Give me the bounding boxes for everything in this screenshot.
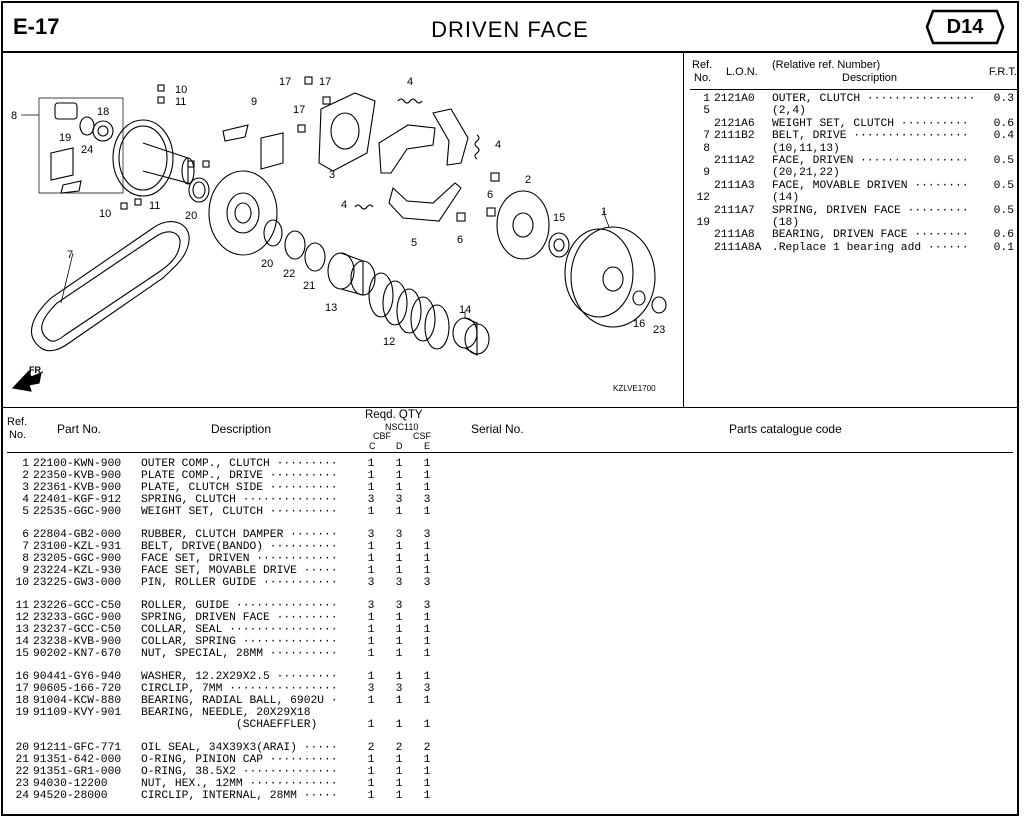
table-cell-c: 1 (367, 790, 375, 803)
ref-row-frt: 0.6 (993, 229, 1014, 242)
table-cell-part-no: 23233-GGC-900 (33, 612, 122, 625)
ref-row-no: 5 (703, 105, 710, 118)
table-cell-c: 1 (367, 695, 375, 708)
table-cell-e: 1 (423, 636, 431, 649)
callout-label: 16 (633, 318, 646, 330)
table-cell-d: 1 (395, 565, 403, 578)
table-cell-c: 1 (367, 636, 375, 649)
table-cell-c: 1 (367, 541, 375, 554)
table-cell-e: 1 (423, 671, 431, 683)
table-cell-c: 1 (367, 612, 375, 625)
table-cell-e: 1 (423, 612, 431, 625)
callout-label: 14 (459, 304, 472, 316)
table-cell-e: 1 (423, 482, 431, 495)
table-cell-d: 1 (395, 482, 403, 495)
table-cell-d: 1 (395, 636, 403, 649)
callout-label: 20 (185, 210, 198, 222)
callout-label: 6 (457, 234, 464, 246)
ref-row-desc: BEARING, DRIVEN FACE ········ (772, 229, 969, 242)
table-cell-c: 1 (367, 648, 375, 661)
ref-row-lon: 2111A8A (714, 241, 762, 254)
ref-header-ref: Ref. (692, 59, 713, 71)
table-cell-no: 18 (15, 695, 29, 708)
table-cell-desc: PLATE, CLUTCH SIDE ·········· (141, 482, 338, 495)
table-cell-c: 3 (367, 683, 375, 696)
table-cell-e: 1 (423, 766, 431, 779)
parts-header-c: C (369, 441, 376, 451)
ref-row-desc: OUTER, CLUTCH ················ (772, 93, 976, 105)
table-cell-d: 1 (395, 719, 403, 732)
table-cell-part-no: 94520-28000 (33, 790, 108, 803)
table-cell-part-no: 22100-KWN-900 (33, 458, 122, 470)
table-cell-d: 1 (395, 790, 403, 803)
ref-row-desc: SPRING, DRIVEN FACE ········· (772, 204, 969, 217)
table-cell-no: 22 (15, 766, 29, 779)
table-cell-no: 4 (22, 494, 29, 507)
table-cell-d: 1 (395, 612, 403, 625)
table-cell-part-no: 91004-KCW-880 (33, 695, 122, 708)
ref-row-desc: FACE, MOVABLE DRIVEN ········ (772, 179, 969, 192)
table-cell-c: 1 (367, 754, 375, 767)
table-cell-no: 19 (15, 707, 29, 720)
table-cell-e: 2 (423, 742, 431, 754)
parts-header-part-no: Part No. (57, 422, 102, 436)
ref-header-no: No. (694, 72, 712, 84)
ref-header-lon: L.O.N. (726, 66, 758, 78)
callout-label: 19 (59, 132, 72, 144)
callout-label: 17 (319, 76, 332, 88)
table-cell-desc: BEARING, NEEDLE, 20X29X18 (141, 707, 311, 720)
table-cell-e: 3 (423, 529, 431, 541)
ref-row-lon: 2121A6 (714, 117, 755, 130)
ref-row-frt: 0.1 (993, 241, 1014, 254)
ref-row-frt: 0.6 (993, 117, 1014, 130)
table-cell-desc: BEARING, RADIAL BALL, 6902U · (141, 695, 338, 708)
callout-label: 4 (495, 139, 502, 151)
table-cell-c: 2 (367, 742, 375, 754)
parts-catalogue-page (1, 1, 1019, 816)
parts-header-catalogue: Parts catalogue code (729, 422, 842, 436)
table-cell-part-no: 22804-GB2-000 (33, 529, 122, 541)
table-cell-no: 15 (15, 648, 29, 661)
table-cell-desc: RUBBER, CLUTCH DAMPER ······· (141, 529, 338, 541)
table-cell-c: 1 (367, 506, 375, 519)
table-cell-d: 1 (395, 754, 403, 767)
table-cell-e: 1 (423, 458, 431, 470)
table-cell-part-no: 91109-KVY-901 (33, 707, 122, 720)
parts-header-csf: CSF (413, 431, 431, 441)
table-cell-e: 1 (423, 648, 431, 661)
callout-label: 5 (411, 237, 418, 249)
callout-label: 15 (553, 212, 566, 224)
page-code-badge (925, 9, 1005, 45)
table-cell-e: 3 (423, 600, 431, 612)
table-cell-d: 1 (395, 624, 403, 637)
table-cell-d: 1 (395, 766, 403, 779)
ref-row-frt: 0.3 (993, 93, 1014, 105)
table-cell-desc: SPRING, DRIVEN FACE ········· (141, 612, 338, 625)
figure-code: KZLVE1700 (613, 384, 656, 393)
table-cell-desc: COLLAR, SPRING ·············· (141, 636, 338, 649)
table-cell-part-no: 90441-GY6-940 (33, 671, 122, 683)
callout-label: 10 (175, 84, 188, 96)
table-cell-desc: WASHER, 12.2X29X2.5 ········· (141, 671, 338, 683)
reference-panel (684, 53, 1019, 408)
exploded-view-illustration (3, 53, 682, 406)
ref-row-lon: 2111A7 (714, 204, 755, 217)
table-cell-c: 3 (367, 577, 375, 590)
table-cell-part-no: 90202-KN7-670 (33, 648, 122, 661)
table-cell-no: 21 (15, 754, 29, 767)
table-cell-no: 8 (22, 553, 29, 566)
table-cell-e: 1 (423, 506, 431, 519)
table-cell-e: 3 (423, 494, 431, 507)
table-cell-desc: (SCHAEFFLER) (141, 719, 318, 732)
table-cell-d: 1 (395, 553, 403, 566)
table-cell-desc: SPRING, CLUTCH ·············· (141, 494, 338, 507)
callout-label: 1 (601, 206, 608, 218)
table-cell-desc: COLLAR, SEAL ················ (141, 624, 338, 637)
table-cell-d: 3 (395, 600, 403, 612)
parts-header-cbf: CBF (373, 431, 391, 441)
ref-row-lon: 2111A2 (714, 155, 755, 167)
table-cell-e: 1 (423, 778, 431, 791)
table-cell-no: 7 (22, 541, 29, 554)
front-label: FR. (29, 365, 44, 375)
table-cell-desc: PLATE COMP., DRIVE ·········· (141, 470, 338, 483)
table-cell-desc: ROLLER, GUIDE ··············· (141, 600, 338, 612)
table-cell-d: 2 (395, 742, 403, 754)
ref-row-lon: 2111A8 (714, 229, 755, 242)
callout-label: 18 (97, 106, 110, 118)
callout-label: 22 (283, 268, 296, 280)
ref-row-desc: (10,11,13) (772, 142, 840, 155)
table-cell-desc: O-RING, 38.5X2 ·············· (141, 766, 338, 779)
table-cell-e: 1 (423, 541, 431, 554)
table-cell-desc: WEIGHT SET, CLUTCH ·········· (141, 506, 338, 519)
table-cell-c: 1 (367, 766, 375, 779)
table-cell-no: 1 (22, 458, 29, 470)
table-cell-part-no: 91351-GR1-000 (33, 766, 122, 779)
table-cell-d: 3 (395, 494, 403, 507)
callout-label: 7 (67, 249, 74, 261)
table-cell-d: 1 (395, 458, 403, 470)
table-cell-e: 1 (423, 695, 431, 708)
table-cell-no: 14 (15, 636, 29, 649)
table-cell-c: 1 (367, 719, 375, 732)
exploded-diagram (3, 53, 684, 408)
table-cell-part-no: 22350-KVB-900 (33, 470, 122, 483)
table-cell-desc: OUTER COMP., CLUTCH ········· (141, 458, 338, 470)
table-cell-desc: FACE SET, MOVABLE DRIVE ····· (141, 565, 338, 578)
table-cell-d: 3 (395, 529, 403, 541)
table-cell-part-no: 23237-GCC-C50 (33, 624, 122, 637)
table-cell-c: 1 (367, 470, 375, 483)
table-cell-c: 1 (367, 624, 375, 637)
table-cell-e: 1 (423, 790, 431, 803)
table-cell-no: 6 (22, 529, 29, 541)
callout-label: 2 (525, 174, 532, 186)
table-cell-e: 3 (423, 577, 431, 590)
table-cell-part-no: 94030-12200 (33, 778, 108, 791)
table-cell-no: 12 (15, 612, 29, 625)
table-cell-no: 13 (15, 624, 29, 637)
ref-row-desc: .Replace 1 bearing add ······ (772, 241, 969, 254)
table-cell-part-no: 90605-166-720 (33, 683, 122, 696)
parts-header-divider (7, 452, 1013, 453)
table-cell-part-no: 23226-GCC-C50 (33, 600, 122, 612)
ref-row-frt: 0.5 (993, 155, 1014, 167)
ref-row-no: 9 (703, 167, 710, 180)
table-cell-no: 17 (15, 683, 29, 696)
ref-header-divider (690, 89, 1017, 90)
table-cell-c: 3 (367, 529, 375, 541)
table-cell-c: 1 (367, 458, 375, 470)
ref-row-desc: (20,21,22) (772, 167, 840, 180)
table-cell-no: 5 (22, 506, 29, 519)
parts-header-no: No. (9, 429, 27, 441)
callout-label: 6 (487, 189, 494, 201)
table-cell-d: 1 (395, 671, 403, 683)
table-cell-e: 1 (423, 470, 431, 483)
callout-label: 17 (279, 76, 292, 88)
callout-label: 10 (99, 208, 112, 220)
table-cell-part-no: 23225-GW3-000 (33, 577, 122, 590)
page-header (3, 3, 1017, 53)
callout-label: 17 (293, 104, 306, 116)
table-cell-desc: OIL SEAL, 34X39X3(ARAI) ····· (141, 742, 338, 754)
callout-label: 13 (325, 302, 338, 314)
page-title: DRIVEN FACE (431, 17, 589, 42)
table-cell-d: 1 (395, 695, 403, 708)
callout-label: 21 (303, 280, 316, 292)
callout-label: 23 (653, 324, 666, 336)
ref-row-desc: (2,4) (772, 105, 806, 118)
ref-row-desc: (14) (772, 192, 800, 205)
table-cell-e: 1 (423, 754, 431, 767)
section-code: E-17 (13, 14, 60, 39)
callout-label: 8 (11, 110, 18, 122)
table-cell-desc: BELT, DRIVE(BANDO) ·········· (141, 541, 338, 554)
parts-header-serial: Serial No. (471, 422, 524, 436)
table-cell-part-no: 23100-KZL-931 (33, 541, 122, 554)
ref-row-desc: (18) (772, 217, 800, 229)
table-cell-d: 1 (395, 470, 403, 483)
ref-header-desc: Description (842, 72, 898, 84)
ref-row-no: 12 (696, 192, 710, 205)
ref-row-lon: 2111A3 (714, 179, 755, 192)
callout-label: 20 (261, 258, 274, 270)
ref-header-frt: F.R.T. (988, 66, 1017, 78)
table-cell-no: 20 (15, 742, 29, 754)
table-cell-c: 1 (367, 671, 375, 683)
table-cell-desc: CIRCLIP, INTERNAL, 28MM ····· (141, 790, 338, 803)
table-cell-d: 3 (395, 683, 403, 696)
parts-header-desc: Description (211, 422, 272, 436)
table-cell-no: 10 (15, 577, 29, 590)
table-cell-d: 1 (395, 778, 403, 791)
ref-row-desc: WEIGHT SET, CLUTCH ·········· (772, 117, 969, 130)
table-cell-part-no: 22361-KVB-900 (33, 482, 122, 495)
table-cell-desc: O-RING, PINION CAP ·········· (141, 754, 338, 767)
table-cell-part-no: 91211-GFC-771 (33, 742, 122, 754)
ref-row-frt: 0.5 (993, 204, 1014, 217)
parts-header-ref: Ref. (7, 416, 28, 428)
table-cell-part-no: 22535-GGC-900 (33, 506, 122, 519)
ref-row-no: 7 (703, 130, 710, 143)
table-cell-e: 1 (423, 565, 431, 578)
ref-row-frt: 0.4 (993, 130, 1014, 143)
table-cell-c: 1 (367, 553, 375, 566)
table-cell-d: 1 (395, 648, 403, 661)
parts-header-d: D (396, 441, 403, 451)
callout-label: 4 (341, 199, 348, 211)
table-cell-c: 1 (367, 565, 375, 578)
table-cell-e: 3 (423, 683, 431, 696)
table-cell-e: 1 (423, 624, 431, 637)
ref-row-desc: FACE, DRIVEN ················ (772, 155, 969, 167)
table-cell-c: 3 (367, 494, 375, 507)
table-cell-d: 3 (395, 577, 403, 590)
table-cell-desc: CIRCLIP, 7MM ················ (141, 683, 338, 696)
table-cell-no: 23 (15, 778, 29, 791)
ref-row-no: 8 (703, 142, 710, 155)
table-cell-part-no: 23205-GGC-900 (33, 553, 122, 566)
ref-row-desc: BELT, DRIVE ················· (772, 130, 969, 143)
table-cell-part-no: 91351-642-000 (33, 754, 122, 767)
table-cell-no: 24 (15, 790, 29, 803)
callout-label: 11 (175, 96, 187, 108)
callout-label: 24 (81, 144, 94, 156)
ref-header-desc-top: (Relative ref. Number) (772, 59, 881, 71)
ref-row-no: 1 (703, 93, 710, 105)
table-cell-no: 11 (15, 600, 29, 612)
table-cell-part-no: 23224-KZL-930 (33, 565, 122, 578)
table-cell-no: 16 (15, 671, 29, 683)
ref-row-lon: 2121A0 (714, 93, 755, 105)
callout-label: 3 (329, 169, 336, 181)
table-cell-c: 1 (367, 482, 375, 495)
ref-row-lon: 2111B2 (714, 130, 755, 143)
parts-table (3, 408, 1017, 814)
callout-label: 11 (149, 200, 161, 212)
parts-header-e: E (424, 441, 431, 451)
table-cell-c: 1 (367, 778, 375, 791)
callout-label: 12 (383, 336, 396, 348)
table-cell-e: 1 (423, 553, 431, 566)
table-cell-d: 1 (395, 541, 403, 554)
page-code: D14 (946, 16, 984, 38)
table-cell-e: 1 (423, 719, 431, 732)
table-cell-part-no: 22401-KGF-912 (33, 494, 122, 507)
table-cell-desc: NUT, HEX., 12MM ············· (141, 778, 338, 791)
table-cell-desc: NUT, SPECIAL, 28MM ·········· (141, 648, 338, 661)
table-cell-desc: FACE SET, DRIVEN ············ (141, 553, 338, 566)
parts-header-model: NSC110 (385, 422, 419, 432)
ref-row-no: 19 (696, 217, 710, 229)
table-cell-part-no: 23238-KVB-900 (33, 636, 122, 649)
table-cell-no: 3 (22, 482, 29, 495)
table-cell-desc: PIN, ROLLER GUIDE ··········· (141, 577, 338, 590)
table-cell-d: 1 (395, 506, 403, 519)
parts-header-reqd: Reqd. QTY (365, 409, 423, 421)
table-cell-no: 9 (22, 565, 29, 578)
callout-label: 4 (407, 76, 414, 88)
callout-label: 9 (251, 96, 258, 108)
table-cell-no: 2 (22, 470, 29, 483)
table-cell-c: 3 (367, 600, 375, 612)
ref-row-frt: 0.5 (993, 179, 1014, 192)
